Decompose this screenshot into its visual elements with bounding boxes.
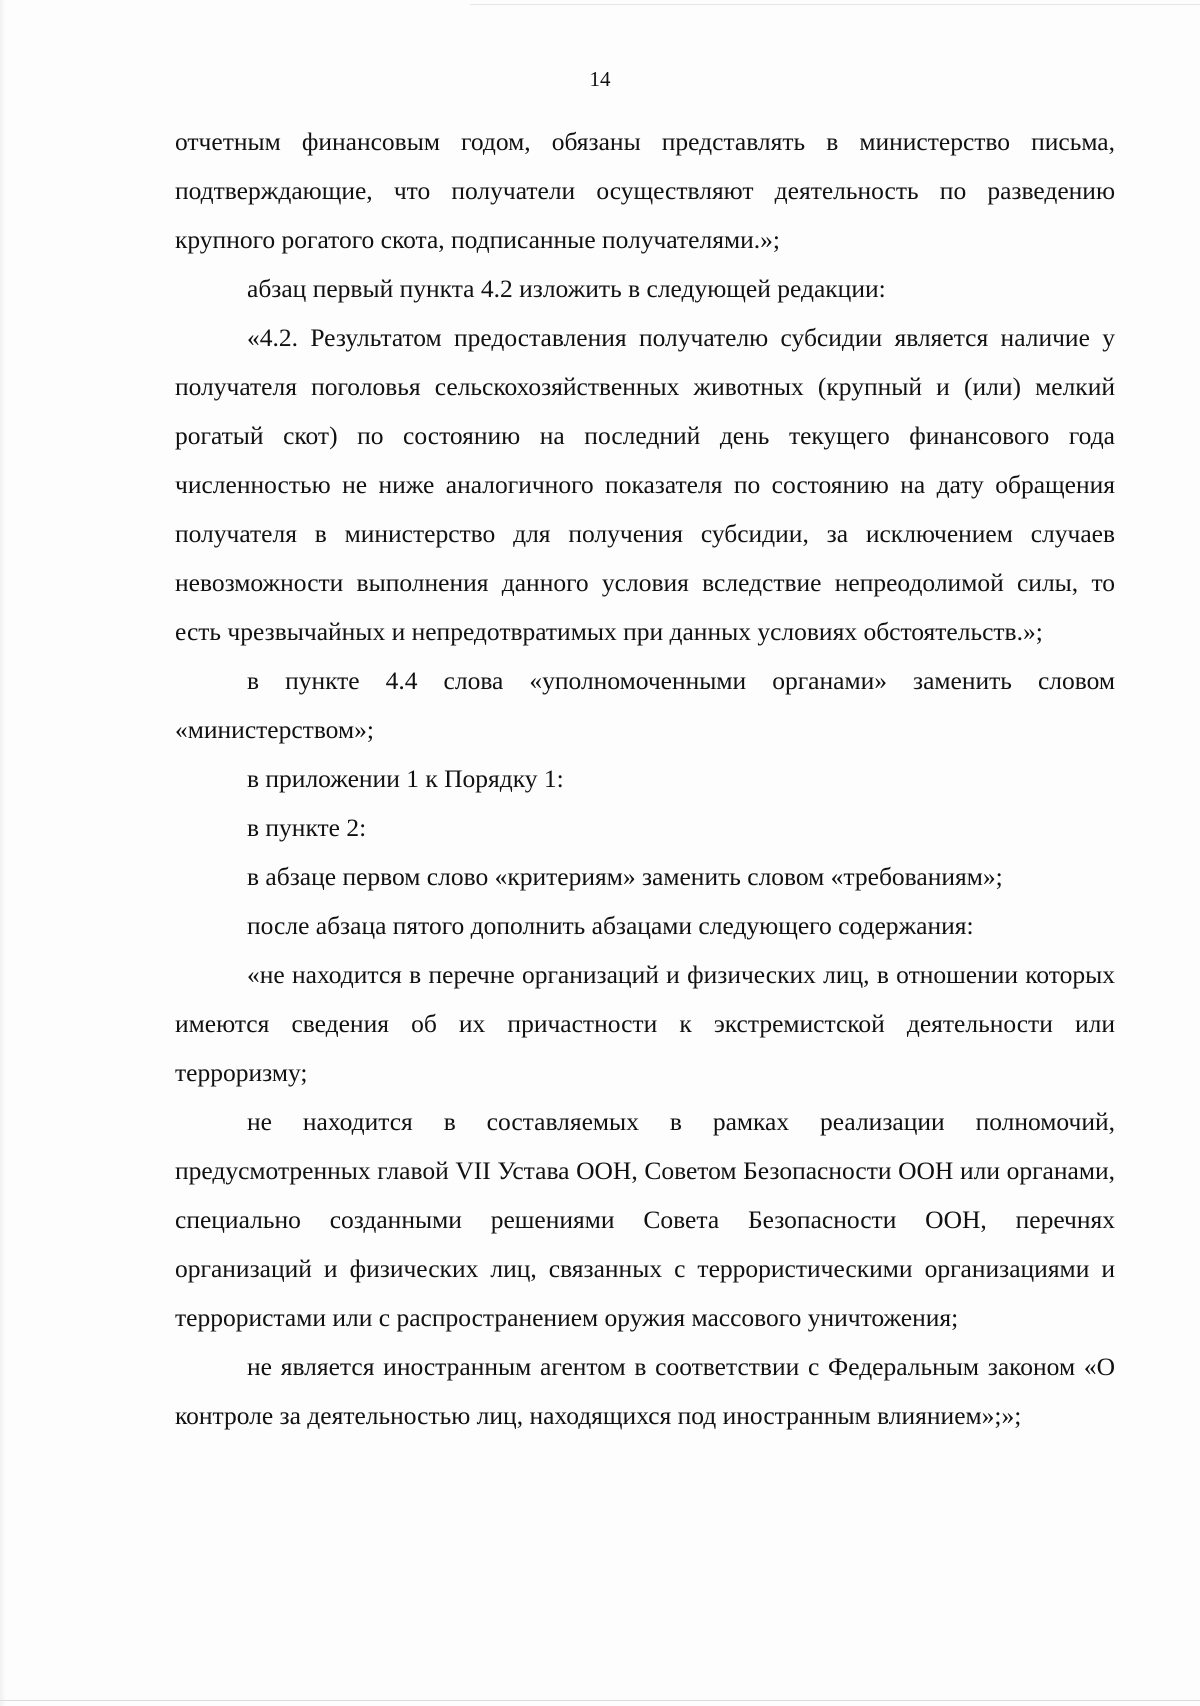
- paragraph-punkt-4-4: в пункте 4.4 слова «уполномоченными органами» заменить словом «министерством»;: [175, 666, 1115, 744]
- paragraph-result-4-2: «4.2. Результатом предоставления получателю субсидии является наличие у получателя поголовья сельскохозяйственных животных (крупный и (или) мелкий рогатый скот) по состоянию на последний день текущего финансового года численностью не ниже аналогичного показателя по состоянию на дату обращения получателя в министерство для получения субсидии, за исключением случаев невозможности выполнения данного условия вследствие непреодолимой силы, то есть чрезвычайных и непредотвратимых при данных условиях обстоятельств.»;: [175, 323, 1115, 646]
- paragraph-prilozhenie-1: в приложении 1 к Порядку 1:: [247, 764, 564, 793]
- paragraph-continuation: отчетным финансовым годом, обязаны представлять в министерство письма, подтверждающие, что получатели осуществляют деятельность по разведению крупного рогатого скота, подписанные получателями.»;: [175, 127, 1115, 254]
- paragraph-abzac-pervyi: абзац первый пункта 4.2 изложить в следующей редакции:: [247, 274, 886, 303]
- scan-edge-left: [0, 0, 6, 1706]
- paragraph-oon-lists: не находится в составляемых в рамках реализации полномочий, предусмотренных главой VII Устава ООН, Советом Безопасности ООН или органами, специально созданными решениями Совета Безопасности ООН, перечнях организаций и физических лиц, связанных с террористическими организациями и террористами или с распространением оружия массового уничтожения;: [175, 1107, 1115, 1332]
- paragraph-kriteriyam: в абзаце первом слово «критериям» заменить словом «требованиям»;: [247, 862, 1003, 891]
- page-number: 14: [589, 67, 611, 91]
- document-body: [175, 117, 1115, 1440]
- paragraph-foreign-agent: не является иностранным агентом в соответствии с Федеральным законом «О контроле за деятельностью лиц, находящихся под иностранным влиянием»;»;: [175, 1352, 1115, 1430]
- paragraph-posle-abzaca: после абзаца пятого дополнить абзацами следующего содержания:: [247, 911, 974, 940]
- paragraph-extremism: «не находится в перечне организаций и физических лиц, в отношении которых имеются сведения об их причастности к экстремистской деятельности или терроризму;: [175, 960, 1115, 1087]
- scan-edge-top: [470, 4, 1200, 5]
- paragraph-punkt-2: в пункте 2:: [247, 813, 367, 842]
- scan-edge-bottom: [0, 1700, 1200, 1701]
